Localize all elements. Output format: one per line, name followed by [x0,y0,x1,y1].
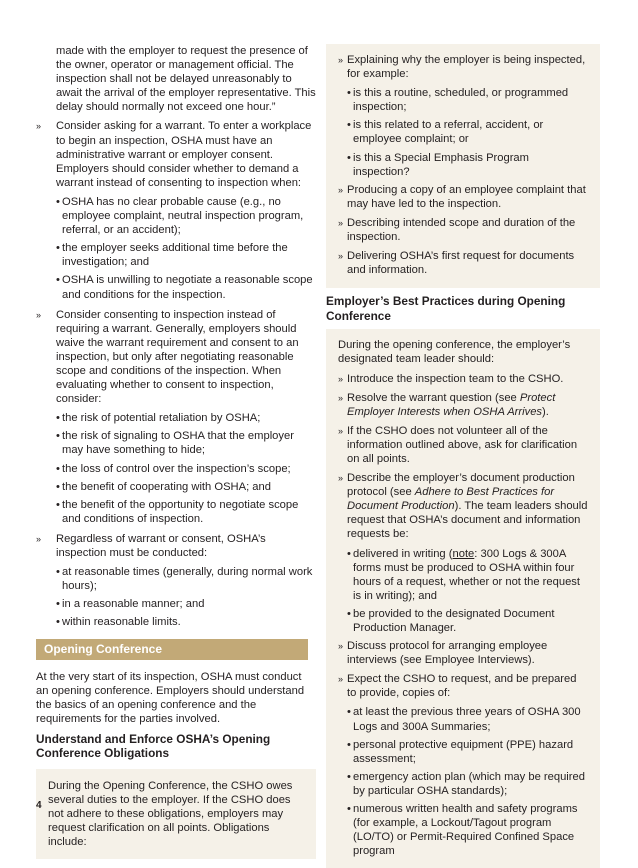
arrow-marker: » [338,641,344,652]
item-text: Consider consenting to inspection instead of requiring a warrant. Generally, employers should waive the warrant requirement and consent to an inspection, but only after negotiating reasonable scope and conditions of the inspection. When evaluating whether to consent to inspection, consider: [56,308,299,406]
bullet-item [36,195,316,237]
bullet-text: the risk of signaling to OSHA that the employer may have something to hide; [62,430,294,457]
bullet-marker: • [56,195,60,208]
list-item [338,372,588,386]
list-item [36,532,316,560]
bullet-marker: • [56,462,60,475]
bullet-item [338,607,588,635]
list-item [36,119,316,189]
list-item [338,216,588,244]
bullet-text [353,548,580,602]
bullet-marker: • [56,242,60,255]
bullet-text: at least the previous three years of OSHA 300 Logs and 300A Summaries; [353,706,581,733]
best-practices-box [326,329,600,868]
bullet-marker: • [56,566,60,579]
arrow-marker: » [338,373,344,384]
intro-continuation: made with the employer to request the presence of the owner, operator or management official. The inspection shall not be delayed unreasonably to await the arrival of the employer representative. This delay should normally not exceed one hour.” [56,45,316,114]
bullet-text: in a reasonable manner; and [62,598,205,611]
item-text-part: Describe the employer’s document production protocol (see [347,472,575,499]
item-text [347,392,555,418]
bullet-item [36,273,316,301]
bullet-marker: • [56,274,60,287]
bullet-item [338,705,588,733]
bullet-text: at reasonable times (generally, during normal work hours); [62,566,313,593]
arrow-marker: » [338,217,344,228]
subheading: Employer’s Best Practices during Opening Conference [326,294,566,323]
box-paragraph: During the Opening Conference, the CSHO owes several duties to the employer. If the CSHO does not adhere to these obligations, employers may request clarification on all points. Obligations include: [48,779,293,849]
bullet-text: numerous written health and safety programs (for example, a Lockout/Tagout program (LO/TO) or Permit-Required Confined Space program [353,803,578,858]
list-item [338,183,588,211]
left-column [36,44,316,859]
bullet-text: emergency action plan (which may be required by particular OSHA standards); [353,770,585,797]
arrow-marker: » [36,533,42,544]
bullet-item [338,770,588,798]
list-item [338,424,588,466]
arrow-marker: » [338,392,344,403]
item-text-part: ). [542,405,549,418]
bullet-item [36,615,316,629]
cross-reference: Protect Employer Interests when OSHA Arrives [347,391,556,418]
cross-reference: Adhere to Best Practices for Document Production [347,486,555,513]
bullet-item [338,738,588,766]
bullet-item [36,462,316,476]
section-title-opening-conference: Opening Conference [36,639,308,659]
bullet-item [36,498,316,526]
obligations-box [36,769,316,859]
bullet-text: is this a routine, scheduled, or programmed inspection; [353,87,569,114]
bullet-text: the benefit of cooperating with OSHA; and [62,480,271,493]
bullet-text: the benefit of the opportunity to negotiate scope and conditions of inspection. [62,498,299,525]
item-text: Discuss protocol for arranging employee interviews (see Employee Interviews). [347,640,548,667]
bullet-marker: • [347,151,351,164]
bullet-marker: • [347,706,351,719]
bullet-item [338,802,588,858]
bullet-item [36,411,316,425]
bullet-marker: • [56,480,60,493]
bullet-text: the loss of control over the inspection’s scope; [62,462,291,475]
bullet-text: OSHA has no clear probable cause (e.g., no employee complaint, neutral inspection program, referral, or an accident); [62,195,304,237]
arrow-marker: » [338,674,344,685]
bullet-item [36,565,316,593]
subheading: Understand and Enforce OSHA’s Opening Conference Obligations [36,731,271,761]
list-item [338,471,588,541]
bullet-marker: • [347,738,351,751]
bullet-marker: • [347,803,351,816]
arrow-marker: » [338,473,344,484]
bullet-marker: • [347,607,351,620]
item-text: Introduce the inspection team to the CSHO. [347,372,564,385]
bullet-marker: • [56,616,60,629]
bullet-text-part: delivered in writing ( [353,547,453,560]
arrow-marker: » [338,184,344,195]
bullet-marker: • [56,598,60,611]
bullet-item [36,241,316,269]
list-item [338,53,588,81]
item-text: Consider asking for a warrant. To enter a workplace to begin an inspection, OSHA must have an administrative warrant or employer consent. Employers should consider whether to demand a warrant instead of consenting to inspection when: [56,120,312,189]
bullet-text: personal protective equipment (PPE) hazard assessment; [353,738,574,765]
bullet-text: is this related to a referral, accident, or employee complaint; or [353,119,544,146]
arrow-marker: » [338,55,344,65]
item-text: Expect the CSHO to request, and be prepared to provide, copies of: [347,673,577,700]
list-item [338,639,588,667]
bullet-text: OSHA is unwilling to negotiate a reasonable scope and conditions for the inspection. [62,274,313,301]
item-text: Regardless of warrant or consent, OSHA’s inspection must be conducted: [56,532,266,559]
bullet-marker: • [347,770,351,783]
arrow-marker: » [338,251,344,262]
bullet-item [338,151,588,179]
item-text: Describing intended scope and duration of the inspection. [347,216,576,244]
item-text: If the CSHO does not volunteer all of the information outlined above, ask for clarification on all points. [347,424,578,465]
arrow-marker: » [338,425,344,436]
page-number: 4 [36,800,42,811]
bullet-text: is this a Special Emphasis Program inspection? [353,151,529,178]
list-item [338,672,588,700]
obligations-continued-box [326,44,600,288]
bullet-item [36,597,316,611]
list-item [36,308,316,407]
bullet-text: be provided to the designated Document Production Manager. [353,607,555,634]
list-item [338,391,588,419]
bullet-item [338,86,588,114]
bullet-text-part: : 300 Logs & 300A forms must be produced to OSHA within four hours of a request, whether or not the request is in writing); and [353,547,580,602]
item-text: Delivering OSHA’s first request for documents and information. [347,250,575,277]
bullet-item [36,429,316,457]
right-column [326,44,600,868]
item-text: Explaining why the employer is being inspected, for example: [347,54,586,81]
section-paragraph: At the very start of its inspection, OSHA must conduct an opening conference. Employers should understand the basics of an opening conference and the requirements for the parties involved. [36,670,305,725]
bullet-item [36,480,316,494]
bullet-text: the risk of potential retaliation by OSHA; [62,412,261,425]
bullet-marker: • [56,430,60,443]
bullet-marker: • [56,412,60,425]
bullet-marker: • [347,87,351,100]
bullet-marker: • [347,119,351,132]
note-label: note [452,547,475,560]
bullet-text: the employer seeks additional time before the investigation; and [62,242,288,269]
item-text: Producing a copy of an employee complaint that may have led to the inspection. [347,183,586,210]
item-text-part: ). The team leaders should request that OSHA’s document and information requests be: [347,500,588,541]
item-text-part: Resolve the warrant question (see [347,391,520,404]
arrow-marker: » [36,309,42,320]
bullet-item [338,118,588,146]
item-text [347,472,587,540]
bullet-item [338,547,588,603]
bullet-marker: • [56,498,60,511]
bullet-text: within reasonable limits. [62,616,181,629]
bullet-marker: • [347,547,351,560]
box-intro: During the opening conference, the employer’s designated team leader should: [338,339,571,366]
arrow-marker: » [36,121,42,132]
list-item [338,249,588,277]
